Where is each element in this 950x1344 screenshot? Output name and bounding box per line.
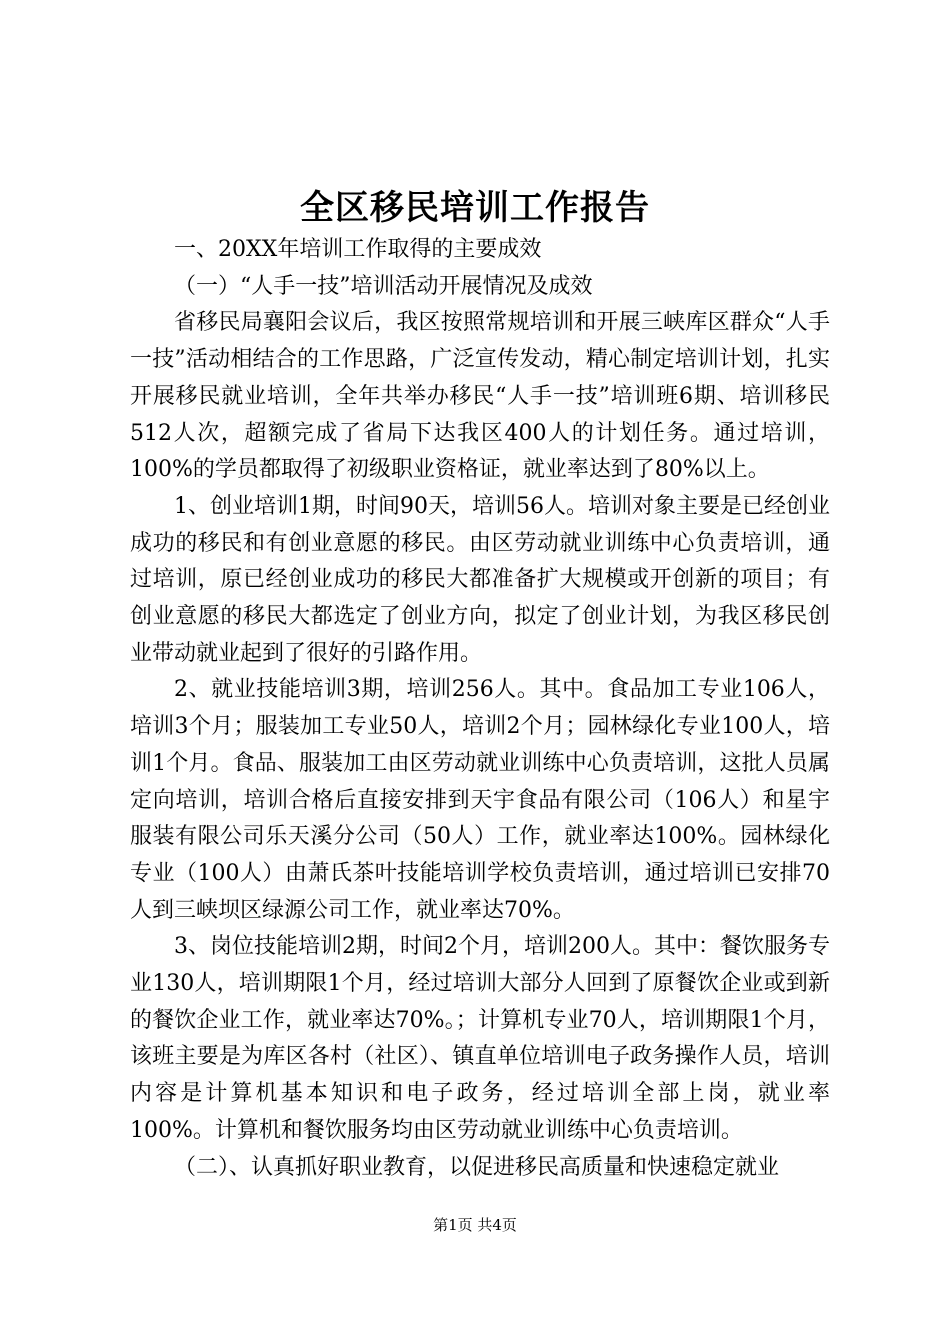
document-title: 全区移民培训工作报告 xyxy=(300,188,650,228)
section-heading-1: 一、20XX年培训工作取得的主要成效 xyxy=(174,237,542,262)
paragraph-job-skills-training: 3、岗位技能培训2期，时间2个月，培训200人。其中：餐饮服务专业130人，培训期限1个月，经过培训大部分人回到了原餐饮企业或到新的餐饮企业工作，就业率达70%。；计算机专业70人，培训期限1个月，该班主要是为库区各村（社区）、镇直单位培训电子政务操作人员，培训内容是计算机基本知识和电子政务，经过培训全部上岗，就业率100%。计算机和餐饮服务均由区劳动就业训练中心负责培训。 xyxy=(130,934,830,1143)
paragraph-entrepreneurship-training: 1、创业培训1期，时间90天，培训56人。培训对象主要是已经创业成功的移民和有创业意愿的移民。由区劳动就业训练中心负责培训，通过培训，原已经创业成功的移民大都准备扩大规模或开创新的项目；有创业意愿的移民大都选定了创业方向，拟定了创业计划，为我区移民创业带动就业起到了很好的引路作用。 xyxy=(130,493,830,666)
subsection-heading-1: （一）“人手一技”培训活动开展情况及成效 xyxy=(174,273,593,299)
page-footer: 第1页 共4页 xyxy=(433,1216,517,1234)
paragraph-overview: 省移民局襄阳会议后，我区按照常规培训和开展三峡库区群众“人手一技”活动相结合的工作思路，广泛宣传发动，精心制定培训计划，扎实开展移民就业培训，全年共举办移民“人手一技”培训班6期、培训移民512人次，超额完成了省局下达我区400人的计划任务。通过培训，100%的学员都取得了初级职业资格证，就业率达到了80%以上。 xyxy=(130,310,830,483)
document-body xyxy=(130,232,830,1186)
subsection-heading-2: （二）、认真抓好职业教育，以促进移民高质量和快速稳定就业 xyxy=(174,1154,780,1180)
paragraph-employment-skills-training: 2、就业技能培训3期，培训256人。其中。食品加工专业106人，培训3个月；服装加工专业50人，培训2个月；园林绿化专业100人，培训1个月。食品、服装加工由区劳动就业训练中心负责培训，这批人员属定向培训，培训合格后直接安排到天宇食品有限公司（106人）和星宇服装有限公司乐天溪分公司（50人）工作，就业率达100%。园林绿化专业（100人）由萧氏茶叶技能培训学校负责培训，通过培训已安排70人到三峡坝区绿源公司工作，就业率达70%。 xyxy=(130,677,830,923)
